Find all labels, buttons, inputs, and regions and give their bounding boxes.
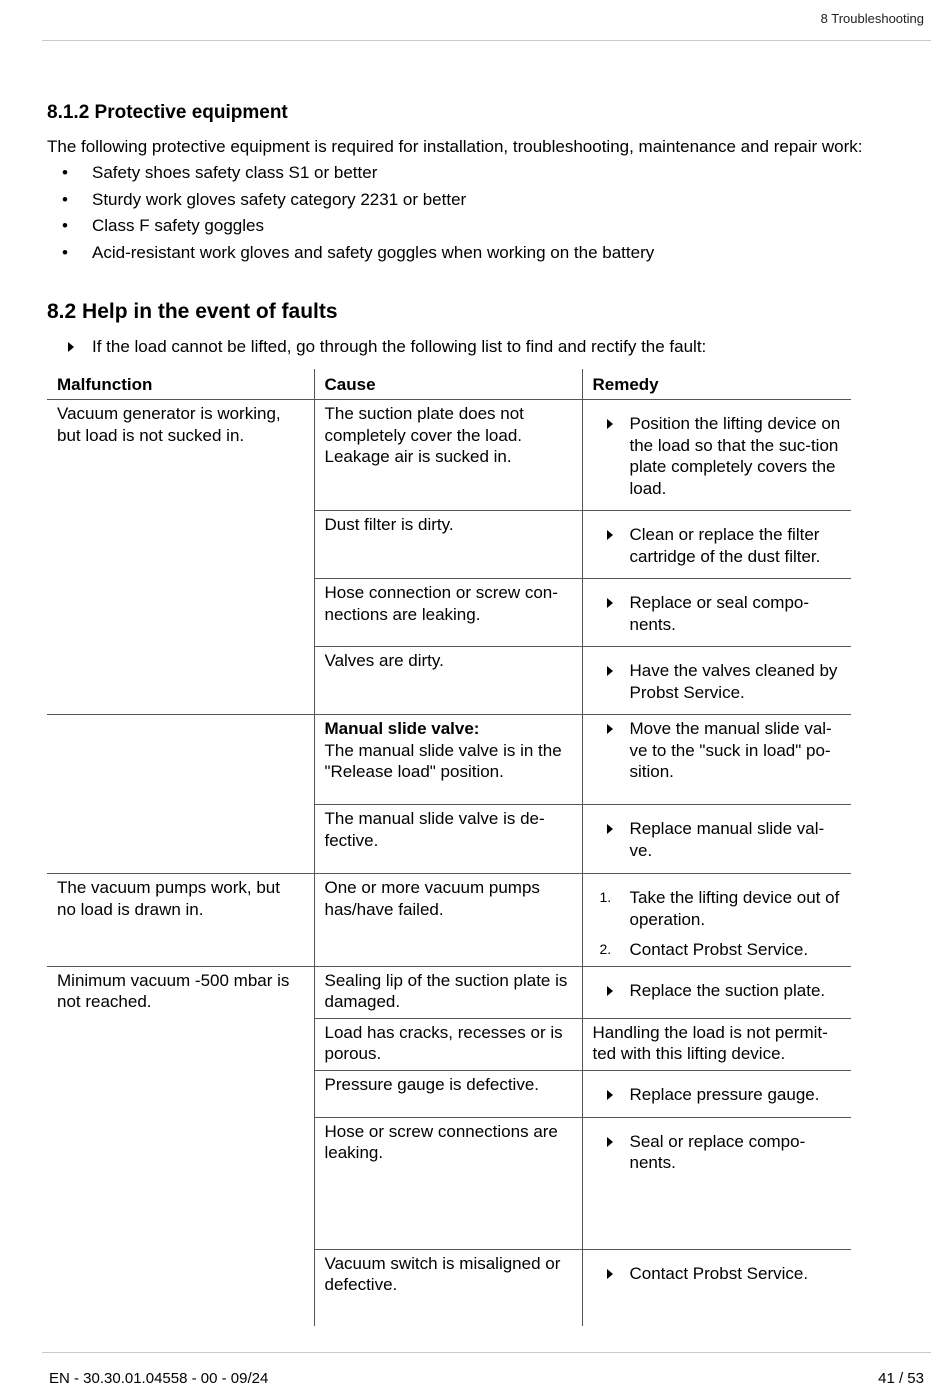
table-row xyxy=(47,966,851,1018)
malfunction-cell xyxy=(47,715,314,874)
section-title-help-faults: 8.2 Help in the event of faults xyxy=(47,300,338,323)
remedy-cell xyxy=(582,966,851,1018)
arrow-right-icon xyxy=(607,419,613,429)
remedy-text: Move the manual slide val-ve to the "suck in load" po-sition. xyxy=(629,719,832,781)
step-number: 2. xyxy=(599,941,612,957)
column-header-remedy: Remedy xyxy=(582,369,851,400)
arrow-right-icon xyxy=(607,986,613,996)
column-header-cause: Cause xyxy=(314,369,582,400)
running-header: 8 Troubleshooting xyxy=(820,11,924,26)
instruction-text: If the load cannot be lifted, go through the following list to find and rectify the fault: xyxy=(92,337,707,356)
malfunction-cell: Vacuum generator is working, but load is not sucked in. xyxy=(47,400,314,715)
table-row xyxy=(47,715,851,805)
list-item-text: Sturdy work gloves safety category 2231 or better xyxy=(92,189,467,209)
header-divider xyxy=(42,40,931,41)
arrow-right-icon xyxy=(607,1269,613,1279)
arrow-right-icon xyxy=(607,1137,613,1147)
bullet-icon: • xyxy=(62,216,68,235)
arrow-right-icon xyxy=(607,1090,613,1100)
step-number: 1. xyxy=(599,889,612,905)
remedy-cell xyxy=(582,511,851,579)
arrow-right-icon xyxy=(607,530,613,540)
remedy-text: Replace the suction plate. xyxy=(629,980,826,1000)
arrow-right-icon xyxy=(607,724,613,734)
arrow-right-icon xyxy=(68,342,74,352)
remedy-cell xyxy=(582,579,851,647)
remedy-cell xyxy=(582,874,851,967)
column-header-malfunction: Malfunction xyxy=(47,369,314,400)
remedy-cell xyxy=(582,805,851,874)
malfunction-cell: Minimum vacuum -500 mbar is not reached. xyxy=(57,970,290,1011)
remedy-text: Clean or replace the filter cartridge of the dust filter. xyxy=(629,525,821,566)
remedy-text: Contact Probst Service. xyxy=(629,1263,809,1283)
list-item-text: Class F safety goggles xyxy=(92,216,264,235)
list-item xyxy=(47,189,654,216)
remedy-cell xyxy=(582,1249,851,1326)
remedy-text: Replace manual slide val-ve. xyxy=(629,819,825,860)
cause-cell: Sealing lip of the suction plate is damaged. xyxy=(314,966,582,1018)
cause-text: The manual slide valve is in the "Release load" position. xyxy=(324,740,562,781)
cause-cell: Dust filter is dirty. xyxy=(314,511,582,579)
arrow-right-icon xyxy=(607,598,613,608)
list-item-text: Acid-resistant work gloves and safety goggles when working on the battery xyxy=(92,242,655,262)
list-item xyxy=(47,242,654,269)
footer-divider xyxy=(42,1352,931,1353)
document-id: EN - 30.30.01.04558 - 00 - 09/24 xyxy=(49,1370,269,1387)
list-item xyxy=(47,215,654,242)
remedy-text: Replace or seal compo-nents. xyxy=(629,593,810,634)
cause-cell: Valves are dirty. xyxy=(314,647,582,715)
protective-equipment-list xyxy=(47,162,654,268)
remedy-cell xyxy=(582,715,851,805)
remedy-cell xyxy=(582,647,851,715)
bullet-icon: • xyxy=(62,189,68,209)
cause-cell xyxy=(314,715,582,805)
remedy-text: Have the valves cleaned by Probst Service. xyxy=(629,661,838,702)
fault-table xyxy=(47,369,851,1326)
cause-cell: Load has cracks, recesses or is porous. xyxy=(314,1018,582,1070)
cause-cell: Hose or screw connections are leaking. xyxy=(314,1117,582,1249)
remedy-cell xyxy=(582,1070,851,1117)
arrow-right-icon xyxy=(607,666,613,676)
cause-cell: Pressure gauge is defective. xyxy=(314,1070,582,1117)
cause-cell: The suction plate does not completely cover the load. Leakage air is sucked in. xyxy=(314,400,582,511)
arrow-right-icon xyxy=(607,824,613,834)
numbered-step xyxy=(593,939,842,961)
cause-cell: One or more vacuum pumps has/have failed. xyxy=(314,874,582,967)
list-item xyxy=(47,162,654,189)
bullet-icon: • xyxy=(62,242,68,262)
remedy-text: Replace pressure gauge. xyxy=(629,1084,820,1104)
remedy-text: Seal or replace compo-nents. xyxy=(629,1131,806,1172)
malfunction-cell: The vacuum pumps work, but no load is drawn in. xyxy=(47,874,314,967)
remedy-cell: Handling the load is not permit-ted with this lifting device. xyxy=(582,1018,851,1070)
table-header-row xyxy=(47,369,851,400)
protective-equipment-intro: The following protective equipment is required for installation, troubleshooting, maintenance and repair work: xyxy=(47,137,863,156)
list-item-text: Safety shoes safety class S1 or better xyxy=(92,163,378,182)
table-row xyxy=(47,400,851,511)
cause-title: Manual slide valve: xyxy=(324,719,480,738)
step-text: Take the lifting device out of operation. xyxy=(629,888,840,929)
remedy-text: Position the lifting device on the load so that the suc-tion plate completely covers the load. xyxy=(629,414,841,498)
remedy-cell xyxy=(582,1117,851,1249)
numbered-step xyxy=(593,887,842,930)
remedy-cell xyxy=(582,400,851,511)
cause-cell: Vacuum switch is misaligned or defective. xyxy=(314,1249,582,1326)
table-row xyxy=(47,874,851,967)
bullet-icon: • xyxy=(62,163,68,182)
page-number: 41 / 53 xyxy=(878,1370,924,1387)
section-title-protective-equipment: 8.1.2 Protective equipment xyxy=(47,102,288,123)
step-text: Contact Probst Service. xyxy=(629,940,809,959)
cause-cell: Hose connection or screw con-nections are leaking. xyxy=(314,579,582,647)
cause-cell: The manual slide valve is de-fective. xyxy=(314,805,582,874)
